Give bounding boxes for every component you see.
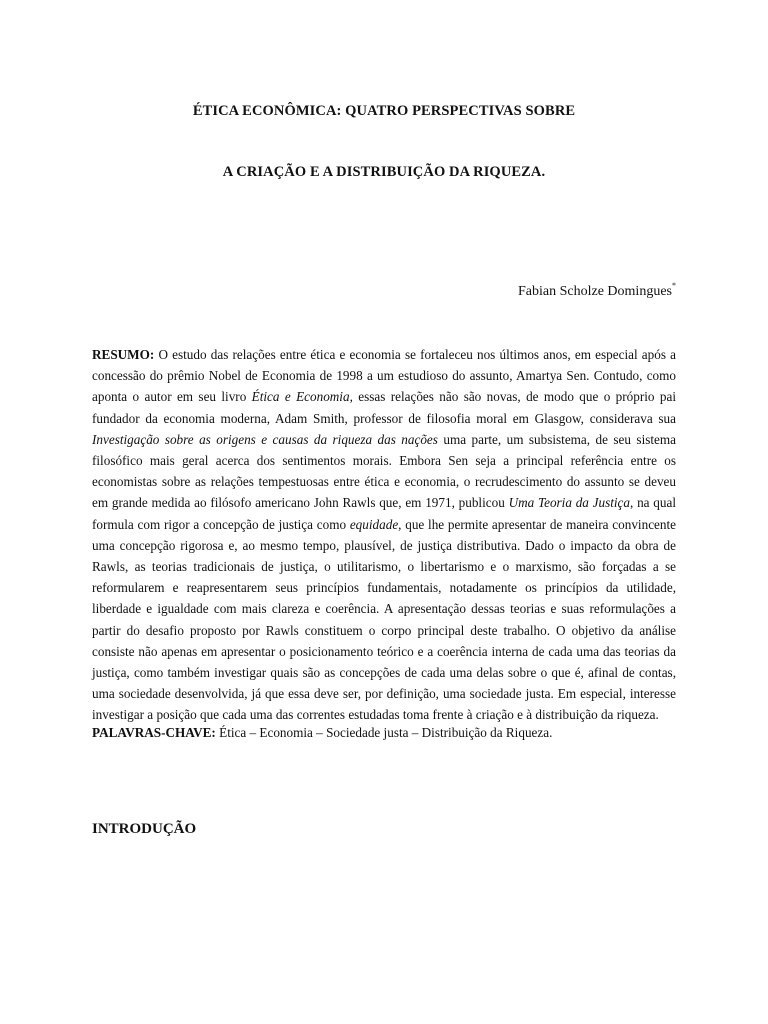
title-line-2: A CRIAÇÃO E A DISTRIBUIÇÃO DA RIQUEZA. [222, 164, 546, 180]
abstract-italic-book-title: Ética e Economia [251, 389, 350, 405]
section-heading-introducao: INTRODUÇÃO [92, 821, 197, 837]
author-name: Fabian Scholze Domingues [518, 284, 672, 299]
author-footnote-mark: * [672, 281, 676, 290]
abstract-italic-rawls-work: Uma Teoria da Justiça [508, 495, 631, 511]
abstract-label: RESUMO: [92, 347, 155, 362]
abstract-text-2: , essas relações não são novas, de modo que o próprio pai fundador da economia moderna, Adam Smith, professor de filosofia moral em Glasgow, considerava sua [92, 389, 676, 426]
abstract-text-1: O estudo das relações entre ética e economia se fortaleceu nos últimos anos, em especial após a concessão do prêmio Nobel de Economia de 1998 a um estudioso do assunto, Amartya Sen. Contudo, como aponta o autor em seu livro [92, 347, 676, 405]
abstract-paragraph [92, 344, 676, 726]
abstract-italic-equidade: equidade [349, 516, 399, 532]
title-line-1: ÉTICA ECONÔMICA: QUATRO PERSPECTIVAS SOBRE [192, 103, 576, 119]
author-byline [518, 281, 676, 300]
abstract-text-5: , que lhe permite apresentar de maneira convincente uma concepção rigorosa e, ao mesmo tempo, plausível, de justiça distributiva. Dado o impacto da obra de Rawls, as teorias tradicionais de justiça, o utilitarismo, o libertarismo e o marxismo, são forçadas a se reformularem e reapresentarem seus princípios fundamentais, notadamente os princípios da utilidade, liberdade e igualdade com mais clareza e coerência. A apresentação dessas teorias e suas reformulações a partir do desafio proposto por Rawls constituem o corpo principal deste trabalho. O objetivo da análise consiste não apenas em apresentar o posicionamento teórico e a coerência interna de cada uma das teorias da justiça, como também investigar quais são as concepções de cada uma delas sobre o que é, afinal de contas, uma sociedade desenvolvida, já que essa deve ser, por definição, uma sociedade justa. Em especial, interesse investigar a posição que cada uma das correntes estudadas toma frente à criação e à distribuição da riqueza. [92, 516, 677, 723]
keywords-text: Ética – Economia – Sociedade justa – Distribuição da Riqueza. [215, 725, 553, 740]
abstract-text-3: uma parte, um subsistema, de seu sistema filosófico mais geral acerca dos sentimentos morais. Embora Sen seja a principal referência entre os economistas sobre as relações tempestuosas entre ética e economia, o recrudescimento do assunto se deveu em grande medida ao filósofo americano John Rawls que, em 1971, publicou [92, 431, 676, 511]
abstract-italic-smith-work: Investigação sobre as origens e causas da riqueza das nações [92, 431, 438, 447]
keywords-line [92, 722, 676, 743]
abstract-text-4: , na qual formula com rigor a concepção de justiça como [92, 495, 676, 532]
keywords-label: PALAVRAS-CHAVE: [92, 725, 216, 740]
